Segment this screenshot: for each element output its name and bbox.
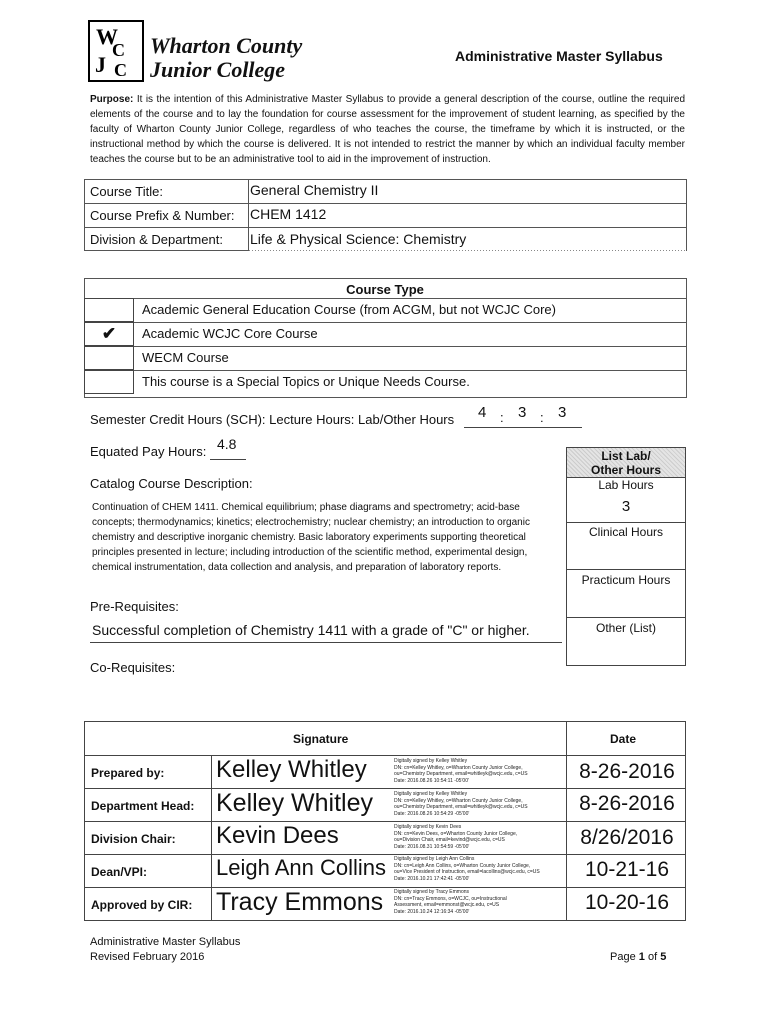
sch-label: Semester Credit Hours (SCH): Lecture Hours: Lab/Other Hours — [90, 412, 455, 427]
department-head-date: 8-26-2016 — [579, 792, 675, 815]
signature-column-header: Signature — [293, 732, 349, 746]
prereq-value: Successful completion of Chemistry 1411 with a grade of "C" or higher. — [92, 622, 530, 638]
date-column-header: Date — [610, 732, 637, 746]
division-row — [84, 228, 686, 252]
lab-box-title-line1: List Lab/ — [601, 449, 651, 463]
lab-hours-box-title — [567, 448, 685, 478]
meta-line: DN: cn=Tracy Emmons, o=WCJC, ou=Instructional — [394, 895, 507, 902]
course-type-option-core — [84, 322, 686, 346]
course-type-option-special — [84, 370, 686, 394]
document-title: Administrative Master Syllabus — [455, 48, 663, 64]
meta-line: Date: 2016.08.31 10:54:59 -05'00' — [394, 843, 470, 850]
practicum-hours-label: Practicum Hours — [581, 573, 671, 587]
meta-line: Date: 2016.10.21 17:42:41 -05'00' — [394, 875, 470, 882]
catalog-label: Catalog Course Description: — [90, 476, 253, 491]
meta-line: Date: 2016.08.26 10:54:29 -05'00' — [394, 810, 470, 817]
meta-line: Digitally signed by Tracy Emmons — [394, 889, 470, 895]
college-name-line2: Junior College — [150, 57, 286, 82]
prepared-by-date: 8-26-2016 — [579, 760, 675, 783]
lab-hours-label: Lab Hours — [598, 478, 654, 492]
meta-line: DN: cn=Kelley Whitley, o=Wharton County Junior College, — [394, 764, 523, 771]
meta-line: DN: cn=Kevin Dees, o=Wharton County Junior College, — [394, 830, 518, 837]
page-prefix: Page — [610, 951, 636, 963]
college-name — [150, 34, 302, 82]
meta-line: Digitally signed by Kelley Whitley — [394, 758, 468, 764]
clinical-hours-label: Clinical Hours — [588, 525, 664, 539]
course-title-label: Course Title: — [90, 184, 163, 199]
college-logo — [88, 20, 144, 82]
meta-line: Digitally signed by Kevin Dees — [394, 824, 462, 830]
dean-vpi-signature: Leigh Ann Collins — [216, 855, 387, 880]
core-checkbox-checked[interactable]: ✔ — [84, 322, 134, 346]
department-head-signature-meta — [394, 791, 564, 817]
course-title-row — [84, 180, 686, 204]
meta-line: DN: cn=Kelley Whitley, o=Wharton County Junior College, — [394, 797, 523, 804]
cir-approval-signature-meta — [394, 889, 564, 915]
course-prefix-label: Course Prefix & Number: — [90, 208, 235, 223]
lab-hours-value: 3 — [558, 404, 567, 421]
meta-line: DN: cn=Leigh Ann Collins, o=Wharton County Junior College, — [394, 862, 531, 869]
sch-separator-2: : — [540, 410, 544, 425]
cir-approval-signature: Tracy Emmons — [216, 888, 384, 916]
meta-line: Date: 2016.10.24 12:16:34 -05'00' — [394, 908, 470, 915]
dean-vpi-date: 10-21-16 — [584, 858, 670, 881]
lab-box-title-line2: Other Hours — [590, 463, 661, 477]
equated-pay-label: Equated Pay Hours: — [90, 444, 207, 459]
lab-hours-box — [566, 447, 686, 666]
svg-text:C: C — [112, 40, 125, 60]
department-head-signature: Kelley Whitley — [216, 789, 373, 817]
course-prefix-row — [84, 204, 686, 228]
page-current: 1 — [638, 951, 645, 963]
division-chair-date: 8/26/2016 — [580, 826, 674, 849]
purpose-label: Purpose: — [90, 94, 134, 105]
signature-table — [84, 721, 686, 921]
meta-line: ou=Vice President of Instruction, email=lacollins@wcjc.edu, c=US — [394, 869, 540, 875]
division-chair-signature: Kevin Dees — [216, 822, 339, 849]
sch-separator-1: : — [500, 410, 504, 425]
meta-line: Digitally signed by Leigh Ann Collins — [394, 856, 475, 862]
meta-line: ou=Chemistry Department, email=whitleyk@wcjc.edu, c=US — [394, 804, 528, 810]
svg-text:W: W — [96, 24, 118, 49]
college-name-line1: Wharton County — [150, 33, 303, 58]
meta-line: Assessment, email=emmonst@wcjc.edu, c=US — [394, 902, 500, 908]
prepared-by-signature-meta — [394, 758, 564, 784]
cir-approval-date: 10-20-16 — [584, 891, 670, 914]
wecm-checkbox[interactable] — [84, 346, 134, 370]
logo-monogram-icon — [90, 22, 142, 80]
meta-line: Digitally signed by Kelley Whitley — [394, 791, 468, 797]
prepared-by-signature: Kelley Whitley — [216, 756, 367, 783]
svg-text:C: C — [114, 60, 127, 80]
meta-line: ou=Division Chair, email=kevind@wcjc.edu, c=US — [394, 837, 505, 843]
dean-vpi-label: Dean/VPI: — [91, 865, 148, 879]
course-type-title: Course Type — [346, 282, 424, 297]
prereq-label: Pre-Requisites: — [90, 599, 179, 614]
special-label: This course is a Special Topics or Unique Needs Course. — [142, 374, 470, 389]
course-title-value: General Chemistry II — [250, 182, 379, 198]
acgm-label: Academic General Education Course (from ACGM, but not WCJC Core) — [142, 302, 556, 317]
page-number — [610, 950, 666, 965]
footer-doc-name: Administrative Master Syllabus — [90, 936, 241, 948]
course-type-option-wecm — [84, 346, 686, 370]
lab-hours-box-value: 3 — [621, 498, 631, 515]
coreq-label: Co-Requisites: — [90, 660, 176, 675]
svg-text:J: J — [95, 52, 106, 77]
division-chair-label: Division Chair: — [91, 832, 176, 846]
dean-vpi-signature-meta — [394, 856, 564, 882]
footer-left — [90, 935, 240, 965]
sch-value: 4 — [478, 404, 487, 421]
prepared-by-label: Prepared by: — [91, 766, 165, 780]
division-label: Division & Department: — [90, 232, 223, 247]
purpose-text: It is the intention of this Administrative Master Syllabus to provide a general description of the course, outline the required elements of the course and to lay the foundation for course assessment for the improvement of student learning, as specified by the faculty of Wharton County Junior College, regardless of who teaches the course, the timeframe by which it is instructed, or the instructional method by which the course is delivered. It is not intended to restrict the manner by which an individual faculty member teaches the course but to be an administrative tool to aid in the improvement of instruction. — [90, 94, 686, 165]
course-type-option-acgm — [84, 298, 686, 322]
meta-line: ou=Chemistry Department, email=whitleyk@wcjc.edu, c=US — [394, 771, 528, 777]
core-label: Academic WCJC Core Course — [142, 326, 318, 341]
footer-revised: Revised February 2016 — [90, 951, 205, 963]
purpose-paragraph — [90, 92, 685, 167]
wecm-label: WECM Course — [142, 350, 229, 365]
division-chair-signature-meta — [394, 824, 564, 850]
cir-approval-label: Approved by CIR: — [91, 898, 193, 912]
meta-line: Date: 2016.08.26 10:54:11 -05'00' — [394, 777, 469, 784]
catalog-description: Continuation of CHEM 1411. Chemical equilibrium; phase diagrams and spectrometry; acid-base concepts; thermodynamics; kinetics; electrochemistry; nuclear chemistry; an introduction to organic chemistry and descriptive inorganic chemistry. Basic laboratory experiments supporting theoretical principles presented in lecture; including introduction of the scientific method, experimental design, chemical instrumentation, data collection and analysis, and preparation of laboratory reports. — [92, 502, 530, 573]
other-hours-label: Other (List) — [595, 621, 656, 635]
department-head-label: Department Head: — [91, 799, 195, 813]
equated-pay-value: 4.8 — [217, 436, 237, 452]
lecture-hours-value: 3 — [518, 404, 527, 421]
division-value: Life & Physical Science: Chemistry — [250, 231, 467, 247]
page-of: of — [647, 951, 658, 963]
acgm-checkbox[interactable] — [84, 298, 134, 322]
course-prefix-value: CHEM 1412 — [250, 206, 327, 222]
special-checkbox[interactable] — [84, 370, 134, 394]
page-total: 5 — [660, 951, 667, 963]
